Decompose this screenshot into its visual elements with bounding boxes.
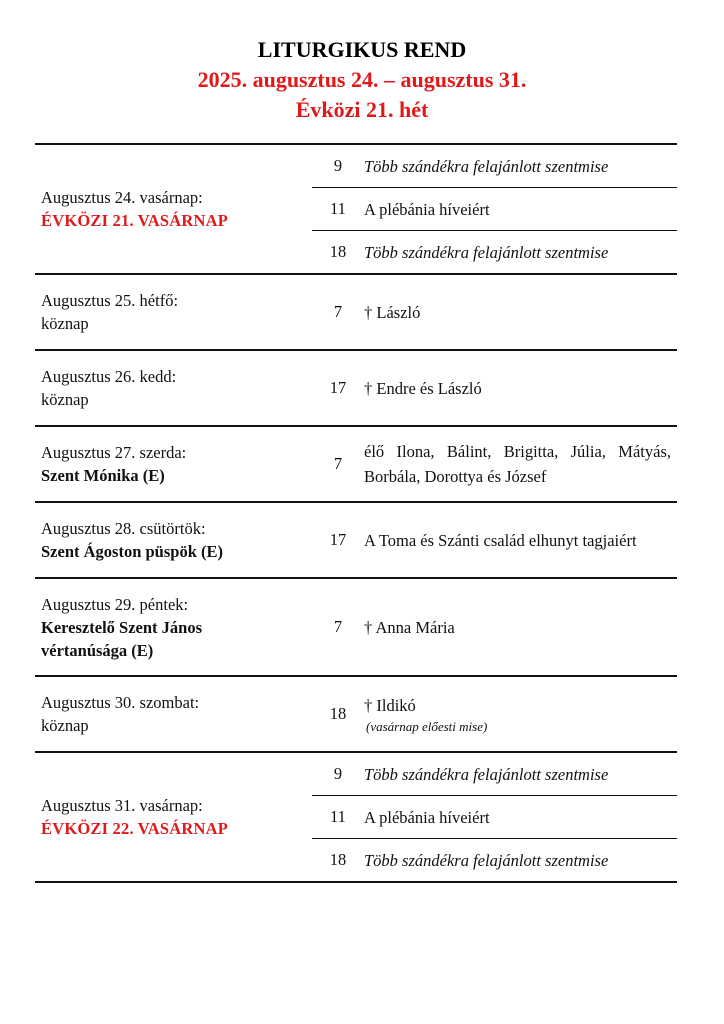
date-range: 2025. augusztus 24. – augusztus 31. [197,67,527,92]
mass-intention: Több szándékra felajánlott szentmise [364,156,609,176]
day-row-aug-28 [35,501,677,577]
mass-intention: Több szándékra felajánlott szentmise [364,242,609,262]
day-row-aug-29 [35,577,677,675]
mass-intention: † Ildikó [364,695,416,715]
day-row-aug-26 [35,349,677,425]
day-feast-line-1: Keresztelő Szent János [41,617,202,637]
mass-entry [312,753,677,795]
day-date: Augusztus 31. vasárnap: [41,796,203,815]
day-date: Augusztus 27. szerda: [41,443,187,462]
day-cell [41,579,306,675]
day-feast: köznap [41,314,89,333]
day-cell [41,275,306,349]
mass-intention: Több szándékra felajánlott szentmise [364,764,609,784]
day-cell [41,427,306,501]
mass-entry [312,145,677,187]
day-feast: köznap [41,716,89,735]
mass-intention: A Toma és Szánti család elhunyt tagjaiért [364,530,637,550]
day-feast-line-2: vértanúsága (E) [41,640,154,660]
mass-time: 7 [333,302,343,321]
day-feast: Szent Ágoston püspök (E) [41,542,223,561]
mass-time: 7 [333,617,343,636]
day-row-aug-27 [35,425,677,501]
mass-intention: Több szándékra felajánlott szentmise [364,850,609,870]
day-row-aug-31 [35,751,677,883]
day-feast: Szent Mónika (E) [41,466,165,485]
mass-list [312,351,677,425]
mass-entry [312,427,677,501]
mass-time: 9 [333,156,343,175]
mass-intention: † László [364,302,421,322]
mass-entry [312,503,677,577]
mass-entry [312,579,677,675]
mass-intention-block [364,693,677,736]
mass-entry [312,187,677,230]
mass-time: 18 [329,242,347,261]
mass-list [312,503,677,577]
mass-intention: élő Ilona, Bálint, Brigitta, Júlia, Mátyás, Borbála, Dorottya és József [364,442,671,486]
day-date: Augusztus 26. kedd: [41,367,177,386]
mass-entry [312,351,677,425]
day-cell [41,503,306,577]
document-title: LITURGIKUS REND [257,37,467,62]
mass-intention: † Endre és László [364,378,482,398]
mass-list [312,753,677,881]
mass-list [312,579,677,675]
day-feast: ÉVKÖZI 21. VASÁRNAP [41,211,229,230]
mass-time: 11 [330,807,346,826]
day-row-aug-30 [35,675,677,751]
mass-entry [312,677,677,751]
liturgical-week: Évközi 21. hét [295,97,429,122]
mass-list [312,427,677,501]
day-feast: köznap [41,390,89,409]
mass-time: 17 [329,530,347,549]
mass-list [312,275,677,349]
day-cell [41,677,306,751]
day-date: Augusztus 29. péntek: [41,594,189,614]
mass-list [312,677,677,751]
day-cell [41,753,306,881]
mass-time: 18 [329,850,347,869]
day-row-aug-25 [35,273,677,349]
day-cell [41,145,306,273]
mass-entry [312,838,677,881]
schedule-table [35,143,677,883]
mass-note: (vasárnap előesti mise) [366,718,488,734]
day-cell [41,351,306,425]
mass-time: 7 [333,454,343,473]
mass-entry [312,230,677,273]
mass-time: 18 [329,704,347,723]
day-feast: ÉVKÖZI 22. VASÁRNAP [41,819,229,838]
mass-intention: A plébánia híveiért [364,199,490,219]
mass-time: 17 [329,378,347,397]
day-date: Augusztus 25. hétfő: [41,291,179,310]
mass-intention: A plébánia híveiért [364,807,490,827]
mass-entry [312,275,677,349]
day-row-aug-24 [35,143,677,273]
day-date: Augusztus 30. szombat: [41,693,200,712]
day-date: Augusztus 24. vasárnap: [41,188,203,207]
mass-list [312,145,677,273]
mass-entry [312,795,677,838]
mass-time: 11 [330,199,346,218]
mass-time: 9 [333,764,343,783]
day-date: Augusztus 28. csütörtök: [41,519,206,538]
mass-intention: † Anna Mária [364,617,455,637]
